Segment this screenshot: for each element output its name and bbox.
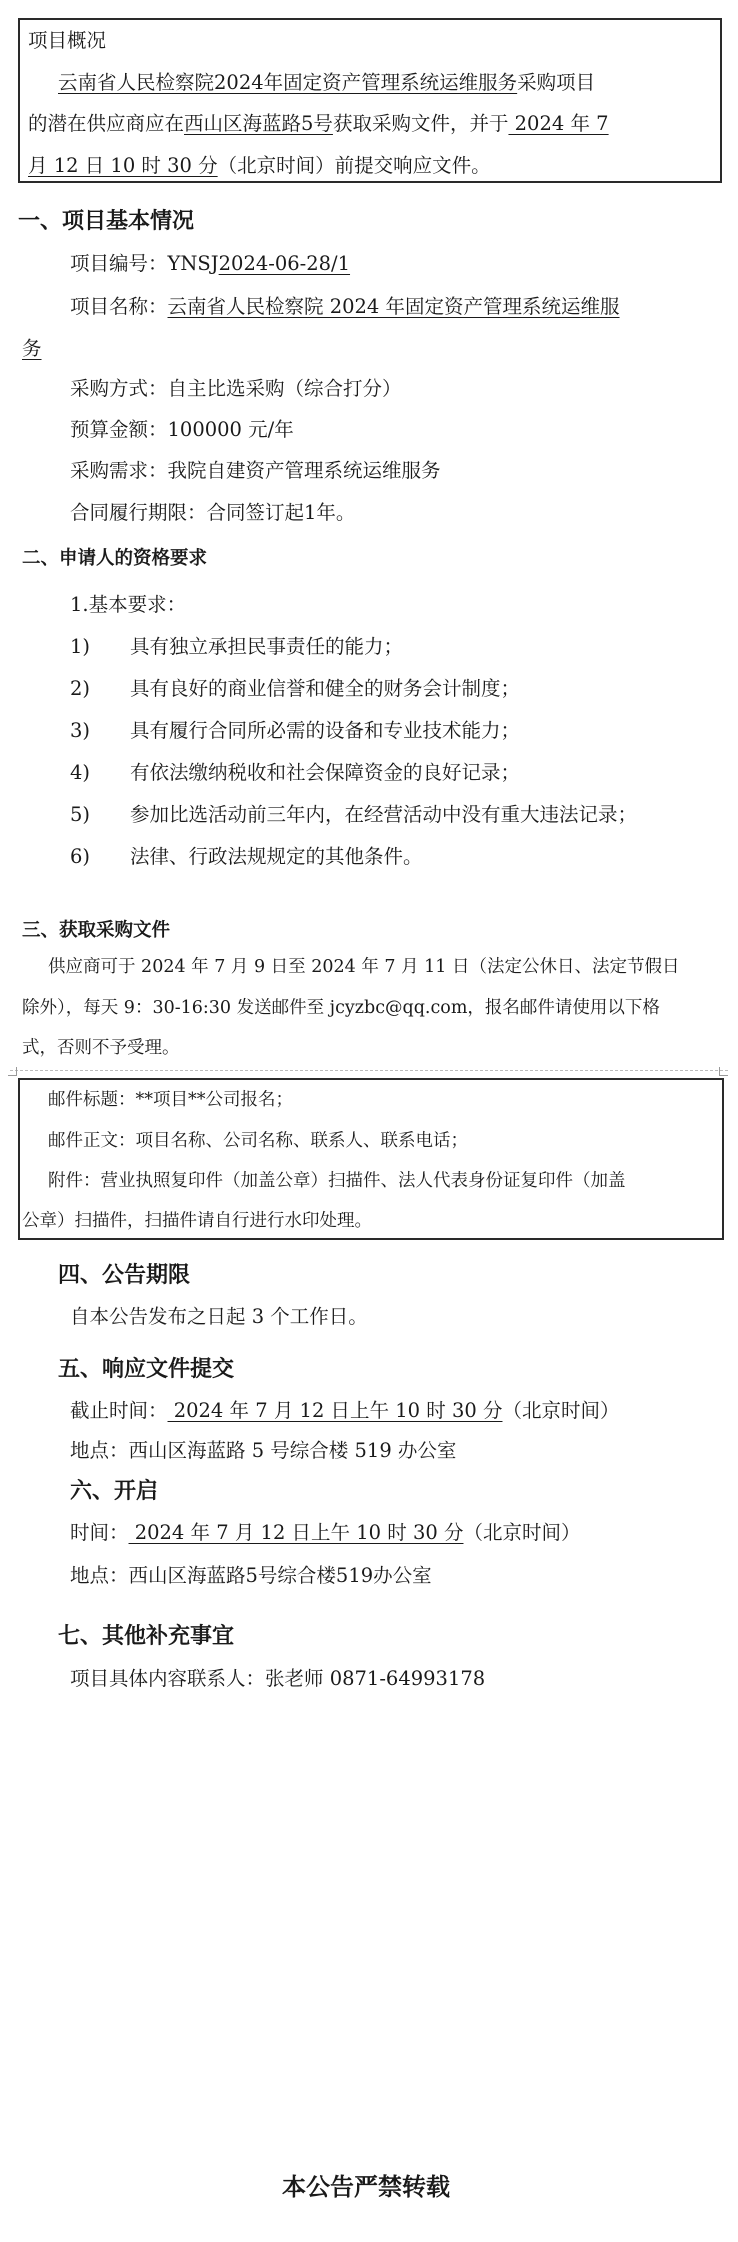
obtain-line-1: 供应商可于 2024 年 7 月 9 日至 2024 年 7 月 11 日（法定公休日、法定节假日 [48,957,680,977]
requirement-text: 具有独立承担民事责任的能力； [130,635,404,658]
overview-line-2-a: 的潜在供应商应在 [28,112,185,135]
project-name-line-2 [22,337,42,360]
requirement-item [70,803,90,826]
deadline-label: 截止时间： [70,1399,168,1422]
submission-deadline [70,1399,620,1422]
project-code-label: 项目编号：YNSJ [70,252,219,275]
overview-line-2-c: 获取采购文件，并于 [332,112,509,135]
project-code [70,252,350,275]
purchase-need: 采购需求：我院自建资产管理系统运维服务 [70,459,441,482]
requirement-num: 6) [70,845,91,868]
deadline-underlined-b: 月 12 日 10 时 30 分 [28,154,218,177]
page-break-line [10,1070,728,1071]
requirement-item [70,845,90,868]
section-1-heading: 一、项目基本情况 [18,209,195,234]
obtain-line-3: 式，否则不予受理。 [22,1038,180,1058]
requirement-num: 5) [70,803,91,826]
requirement-text: 参加比选活动前三年内，在经营活动中没有重大违法记录； [130,803,638,826]
overview-line-3 [28,154,491,177]
requirement-num: 4) [70,761,91,784]
opening-time [70,1521,581,1544]
project-name-line-1 [70,295,620,318]
section-2-heading: 二、申请人的资格要求 [22,548,208,569]
page-break-corner-left [8,1067,17,1076]
opening-time-value: 2024 年 7 月 12 日上午 10 时 30 分 [128,1521,464,1544]
notice-period: 自本公告发布之日起 3 个工作日。 [70,1305,368,1328]
requirement-text: 具有履行合同所必需的设备和专业技术能力； [130,719,521,742]
requirement-num: 2) [70,677,91,700]
requirement-text: 具有良好的商业信誉和健全的财务会计制度； [130,677,521,700]
basic-requirements: 1.基本要求： [70,593,187,616]
mail-title: 邮件标题：**项目**公司报名； [48,1090,293,1110]
budget-amount: 预算金额：100000 元/年 [70,418,294,441]
purchase-method: 采购方式：自主比选采购（综合打分） [70,377,402,400]
deadline-underlined-a: 2024 年 7 [508,112,609,135]
requirement-num: 3) [70,719,91,742]
contract-period: 合同履行期限：合同签订起1年。 [70,501,356,524]
mail-attachment-1: 附件：营业执照复印件（加盖公章）扫描件、法人代表身份证复印件（加盖 [48,1171,626,1191]
overview-title: 项目概况 [28,29,107,52]
submission-place: 地点：西山区海蓝路 5 号综合楼 519 办公室 [70,1439,457,1462]
requirement-text: 法律、行政法规规定的其他条件。 [130,845,423,868]
deadline-value: 2024 年 7 月 12 日上午 10 时 30 分 [167,1399,503,1422]
project-name-value-2: 务 [22,337,42,360]
requirement-item [70,761,90,784]
project-code-value: 2024-06-28/1 [218,252,351,275]
overview-line-1 [58,71,595,94]
overview-line-1-tail: 采购项目 [517,71,596,94]
mail-body: 邮件正文：项目名称、公司名称、联系人、联系电话； [48,1131,468,1151]
requirement-item [70,635,90,658]
page-break-corner-right [719,1067,728,1076]
section-6-heading: 六、开启 [70,1479,159,1504]
contact-person: 项目具体内容联系人：张老师 0871-64993178 [70,1667,486,1690]
section-4-heading: 四、公告期限 [58,1263,191,1288]
requirement-num: 1) [70,635,91,658]
requirement-item [70,677,90,700]
section-5-heading: 五、响应文件提交 [58,1357,235,1382]
opening-time-timezone: （北京时间） [463,1521,581,1544]
opening-time-label: 时间： [70,1521,129,1544]
requirement-text: 有依法缴纳税收和社会保障资金的良好记录； [130,761,521,784]
opening-place: 地点：西山区海蓝路5号综合楼519办公室 [70,1564,432,1587]
project-name-value-1: 云南省人民检察院 2024 年固定资产管理系统运维服 [167,295,620,318]
obtain-line-2: 除外），每天 9：30-16:30 发送邮件至 jcyzbc@qq.com，报名邮件请使用以下格 [22,998,660,1018]
project-name-underlined: 云南省人民检察院2024年固定资产管理系统运维服务 [58,71,518,94]
section-3-heading: 三、获取采购文件 [22,920,171,941]
deadline-timezone: （北京时间） [502,1399,620,1422]
page-break-divider [0,1067,738,1075]
no-reprint-notice: 本公告严禁转载 [282,2173,450,2201]
mail-attachment-2: 公章）扫描件，扫描件请自行进行水印处理。 [22,1211,372,1231]
section-7-heading: 七、其他补充事宜 [58,1624,235,1649]
overview-line-3-tail: （北京时间）前提交响应文件。 [217,154,491,177]
pickup-address-underlined: 西山区海蓝路5号 [184,112,333,135]
project-name-label: 项目名称： [70,295,168,318]
overview-line-2 [28,112,609,135]
requirement-item [70,719,90,742]
